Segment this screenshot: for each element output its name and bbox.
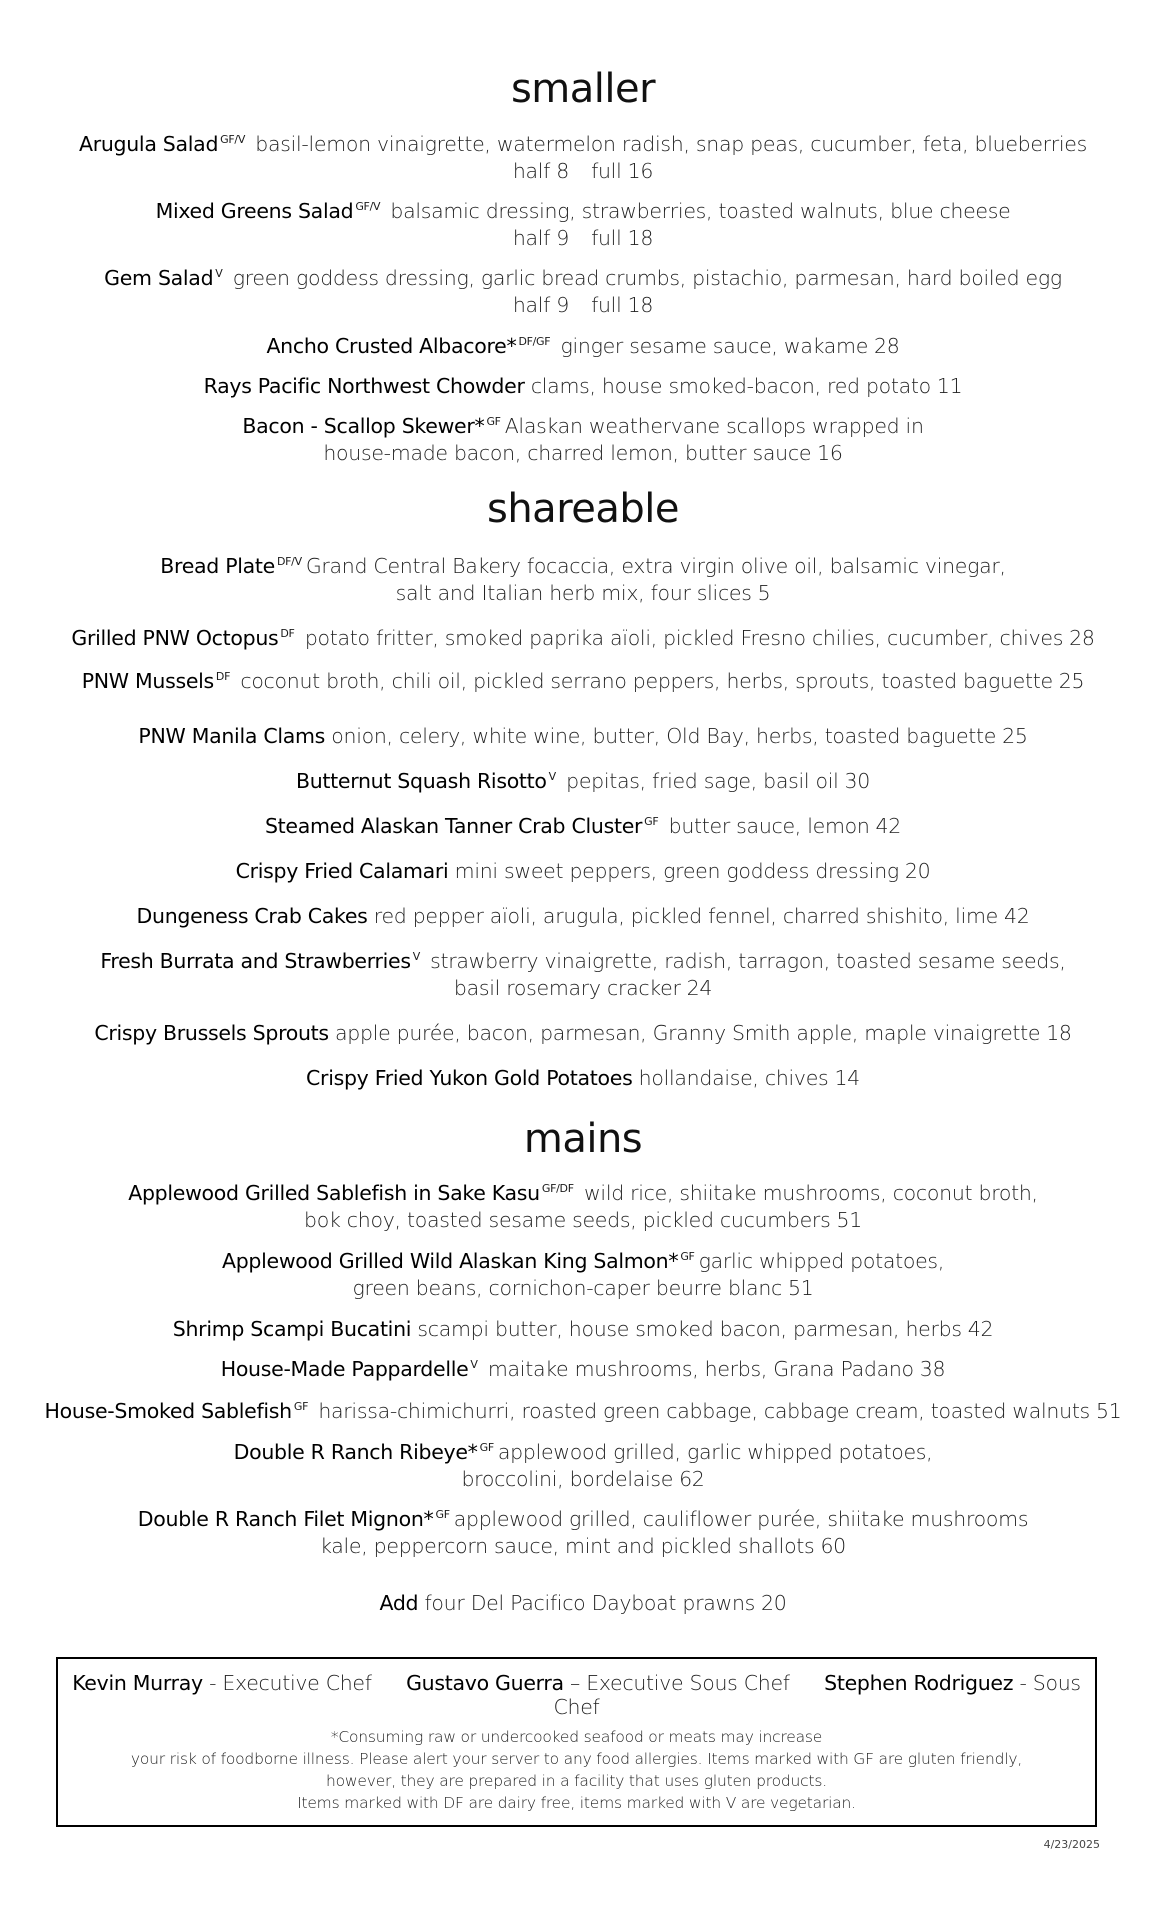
item-name: Steamed Alaskan Tanner Crab Cluster: [264, 814, 643, 838]
item-price: 42: [967, 1317, 994, 1341]
item-description: basil-lemon vinaigrette, watermelon radish, snap peas, cucumber, feta, blueberries: [255, 132, 1088, 156]
item-name: Applewood Grilled Wild Alaskan King Salmon*: [221, 1249, 679, 1273]
item-description: potato fritter, smoked paprika aïoli, pickled Fresno chilies, cucumber, chives: [304, 626, 1064, 650]
menu-item: [40, 723, 1126, 750]
item-price: 11: [936, 374, 963, 398]
menu-item: [40, 413, 1126, 467]
item-description: wild rice, shiitake mushrooms, coconut broth,: [583, 1181, 1038, 1205]
item-tag: GF: [293, 1400, 309, 1414]
item-name: Gem Salad: [104, 266, 214, 290]
item-price: 20: [761, 1591, 787, 1615]
item-price: 42: [1003, 904, 1030, 928]
item-name: Double R Ranch Ribeye*: [233, 1440, 478, 1464]
item-name: Rays Pacific Northwest Chowder: [203, 374, 525, 398]
item-description: red pepper aïoli, arugula, pickled fennel, charred shishito, lime: [373, 904, 998, 928]
item-price-full: full 18: [591, 293, 654, 317]
item-description: mini sweet peppers, green goddess dressing: [454, 859, 899, 883]
item-name: Crispy Fried Yukon Gold Potatoes: [306, 1066, 633, 1090]
item-price: 62: [679, 1467, 705, 1491]
item-name: Crispy Fried Calamari: [235, 859, 449, 883]
item-description: Alaskan weathervane scallops wrapped in: [504, 414, 924, 438]
item-tag: GF: [435, 1508, 450, 1522]
item-name: Arugula Salad: [78, 132, 219, 156]
item-price: 20: [904, 859, 931, 883]
menu-item: [40, 813, 1126, 840]
menu-item: [40, 1180, 1126, 1234]
menu-item: [40, 198, 1126, 252]
disclaimer-line: however, they are prepared in a facility that uses gluten products.: [326, 1772, 827, 1790]
item-name: Applewood Grilled Sablefish in Sake Kasu: [128, 1181, 540, 1205]
item-description: four Del Pacifico Dayboat prawns: [424, 1591, 756, 1615]
item-tag: GF: [680, 1250, 695, 1264]
item-description: onion, celery, white wine, butter, Old Bay, herbs, toasted baguette: [331, 724, 997, 748]
item-tag: GF/V: [355, 200, 381, 214]
item-price: 51: [1095, 1399, 1122, 1423]
item-price: 51: [787, 1276, 814, 1300]
item-price: 30: [844, 769, 871, 793]
item-description: ginger sesame sauce, wakame: [560, 334, 869, 358]
item-tag: GF/DF: [541, 1182, 574, 1196]
footer-box: [56, 1657, 1097, 1827]
item-description: butter sauce, lemon: [668, 814, 870, 838]
chef-separator: -: [209, 1671, 217, 1695]
item-description-line2: salt and Italian herb mix, four slices: [395, 581, 752, 605]
menu-item: [40, 131, 1126, 185]
item-name: Bread Plate: [160, 554, 275, 578]
item-description-line2: house-made bacon, charred lemon, butter sauce: [323, 441, 812, 465]
item-description-line2: basil rosemary cracker: [453, 976, 681, 1000]
chef-name: Kevin Murray: [72, 1671, 203, 1695]
item-description: hollandaise, chives: [638, 1066, 829, 1090]
item-description-line2: broccolini, bordelaise: [461, 1467, 674, 1491]
menu-item: [40, 1316, 1126, 1343]
item-name: Bacon - Scallop Skewer*: [242, 414, 485, 438]
item-price: 28: [1069, 626, 1095, 650]
item-tag: GF/V: [220, 133, 246, 147]
item-tag: GF: [479, 1441, 494, 1455]
menu-item: [40, 625, 1126, 652]
chef-separator: –: [570, 1671, 580, 1695]
item-name: PNW Mussels: [81, 669, 214, 693]
disclaimer-line: your risk of foodborne illness. Please alert your server to any food allergies. Items marked with GF are gluten friendly,: [130, 1750, 1023, 1768]
menu-item: [40, 1356, 1126, 1383]
menu-item: [40, 1398, 1126, 1425]
item-name: Add: [379, 1591, 419, 1615]
menu-item: [40, 373, 1126, 400]
item-name: House-Made Pappardelle: [220, 1357, 469, 1381]
item-description-line2: bok choy, toasted sesame seeds, pickled cucumbers: [304, 1208, 831, 1232]
item-name: Grilled PNW Octopus: [71, 626, 279, 650]
item-description: garlic whipped potatoes,: [698, 1249, 945, 1273]
chef-list: [58, 1671, 1095, 1719]
section-title-smaller: smaller: [510, 66, 656, 112]
menu-item: [40, 948, 1126, 1002]
item-description: strawberry vinaigrette, radish, tarragon, toasted sesame seeds,: [430, 949, 1066, 973]
item-tag: V: [412, 950, 420, 964]
chef-name: Gustavo Guerra: [406, 1671, 564, 1695]
item-description: apple purée, bacon, parmesan, Granny Smith apple, maple vinaigrette: [335, 1021, 1041, 1045]
item-description: pepitas, fried sage, basil oil: [566, 769, 839, 793]
item-name: Shrimp Scampi Bucatini: [172, 1317, 412, 1341]
item-tag: V: [548, 770, 556, 784]
item-description-line2: green beans, cornichon-caper beurre blanc: [352, 1276, 782, 1300]
item-price: 16: [817, 441, 843, 465]
item-price: 38: [919, 1357, 946, 1381]
menu-item: [40, 553, 1126, 607]
item-tag: DF: [280, 627, 295, 641]
chef-separator: -: [1019, 1671, 1027, 1695]
item-price: 28: [874, 334, 900, 358]
item-tag: GF: [486, 415, 501, 429]
section-title-mains: mains: [523, 1116, 643, 1162]
menu-item: [40, 1248, 1126, 1302]
item-description: coconut broth, chili oil, pickled serrano peppers, herbs, sprouts, toasted baguette: [240, 669, 1053, 693]
item-name: Fresh Burrata and Strawberries: [100, 949, 411, 973]
item-description: applewood grilled, garlic whipped potatoes,: [497, 1440, 933, 1464]
item-name: Ancho Crusted Albacore*: [266, 334, 517, 358]
item-tag: DF: [215, 670, 231, 684]
menu-item: [40, 1439, 1126, 1493]
item-name: House-Smoked Sablefish: [44, 1399, 292, 1423]
item-description: clams, house smoked-bacon, red potato: [530, 374, 931, 398]
item-tag: V: [215, 267, 223, 281]
item-tag: DF/GF: [518, 335, 551, 349]
item-description: green goddess dressing, garlic bread crumbs, pistachio, parmesan, hard boiled egg: [232, 266, 1062, 290]
chef-title: Executive Chef: [222, 1671, 372, 1695]
menu-item: [40, 768, 1126, 795]
allergy-disclaimer: [78, 1726, 1075, 1814]
menu-item-add: [40, 1590, 1126, 1617]
chef-title: Sous Chef: [553, 1671, 1081, 1719]
chef-name: Stephen Rodriguez: [824, 1671, 1014, 1695]
chef-title: Executive Sous Chef: [586, 1671, 790, 1695]
disclaimer-line: *Consuming raw or undercooked seafood or meats may increase: [330, 1728, 823, 1746]
menu-item: [40, 333, 1126, 360]
item-name: Butternut Squash Risotto: [295, 769, 547, 793]
menu-item: [40, 858, 1126, 885]
menu-item: [40, 1020, 1126, 1047]
item-price-full: full 18: [591, 226, 654, 250]
item-description: maitake mushrooms, herbs, Grana Padano: [487, 1357, 914, 1381]
item-price: 60: [820, 1534, 846, 1558]
item-tag: GF: [644, 815, 659, 829]
item-price-half: half 9: [512, 293, 570, 317]
menu-item: [40, 1065, 1126, 1092]
item-description: Grand Central Bakery focaccia, extra virgin olive oil, balsamic vinegar,: [305, 554, 1006, 578]
item-price: 14: [834, 1066, 860, 1090]
item-tag: V: [470, 1358, 478, 1372]
menu-item: [40, 903, 1126, 930]
item-price: 51: [836, 1208, 862, 1232]
menu-item: [40, 668, 1126, 695]
item-price: 24: [686, 976, 713, 1000]
item-name: Double R Ranch Filet Mignon*: [137, 1507, 434, 1531]
item-description: applewood grilled, cauliflower purée, shiitake mushrooms: [453, 1507, 1029, 1531]
section-title-shareable: shareable: [486, 486, 679, 532]
item-description-line2: kale, peppercorn sauce, mint and pickled shallots: [320, 1534, 815, 1558]
item-price: 5: [757, 581, 771, 605]
item-price: 25: [1058, 669, 1085, 693]
item-description: balsamic dressing, strawberries, toasted walnuts, blue cheese: [390, 199, 1011, 223]
item-price-half: half 9: [512, 226, 570, 250]
menu-item: [40, 265, 1126, 319]
item-price-half: half 8: [512, 159, 570, 183]
menu-item: [40, 1506, 1126, 1560]
item-name: Dungeness Crab Cakes: [136, 904, 368, 928]
disclaimer-line: Items marked with DF are dairy free, items marked with V are vegetarian.: [297, 1794, 856, 1812]
item-price: 42: [875, 814, 902, 838]
item-description: harissa-chimichurri, roasted green cabbage, cabbage cream, toasted walnuts: [318, 1399, 1090, 1423]
item-price: 18: [1046, 1021, 1072, 1045]
item-tag: DF/V: [276, 555, 302, 569]
item-name: Mixed Greens Salad: [155, 199, 354, 223]
item-name: Crispy Brussels Sprouts: [94, 1021, 329, 1045]
item-price: 25: [1002, 724, 1028, 748]
menu-date: 4/23/2025: [1043, 1838, 1100, 1851]
item-description: scampi butter, house smoked bacon, parmesan, herbs: [417, 1317, 962, 1341]
item-name: PNW Manila Clams: [138, 724, 326, 748]
item-price-full: full 16: [591, 159, 654, 183]
